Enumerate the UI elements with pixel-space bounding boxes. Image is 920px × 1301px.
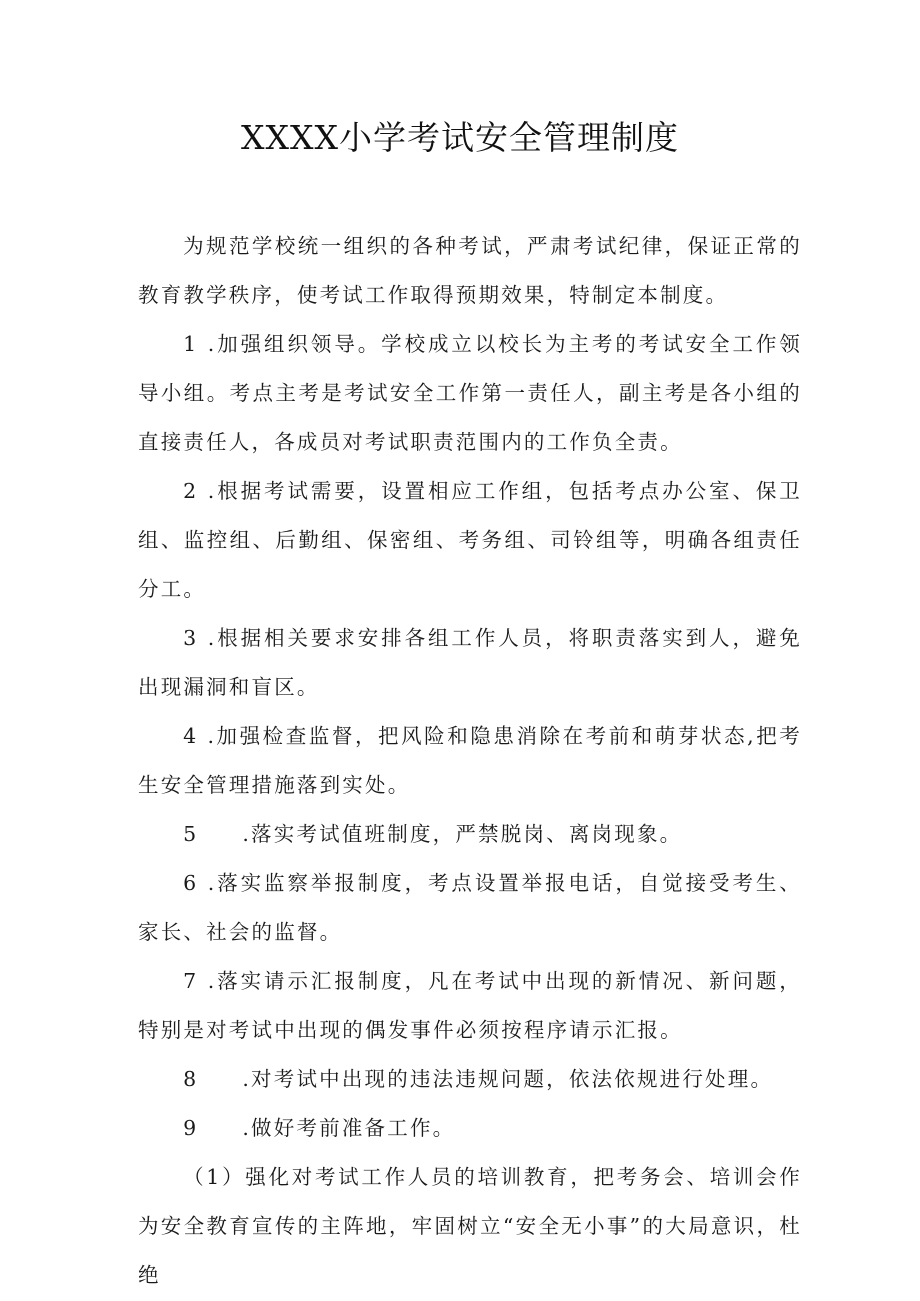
item-number: 8 (183, 1067, 199, 1091)
item-text: .根据考试需要，设置相应工作组，包括考点办公室、保卫组、监控组、后勤组、保密组、考务组、司铃组等，明确各组责任分工。 (138, 479, 802, 601)
item-5 (138, 810, 802, 859)
intro-paragraph: 为规范学校统一组织的各种考试，严肃考试纪律，保证正常的教育教学秩序，使考试工作取得预期效果，特制定本制度。 (138, 234, 802, 307)
item-6 (138, 859, 802, 957)
item-3 (138, 614, 802, 712)
item-8 (138, 1055, 802, 1104)
item-number: 1 (183, 332, 199, 356)
item-7 (138, 957, 802, 1055)
item-number: 6 (183, 871, 199, 895)
item-text: .做好考前准备工作。 (242, 1116, 456, 1140)
item-number: 5 (183, 822, 199, 846)
document-body (138, 222, 802, 1300)
item-1 (138, 320, 802, 467)
sub-item-1: （1）强化对考试工作人员的培训教育，把考务会、培训会作为安全教育宣传的主阵地，牢固树立“安全无小事”的大局意识，杜绝 (138, 1165, 802, 1287)
item-text: .加强检查监督，把风险和隐患消除在考前和萌芽状态,把考生安全管理措施落到实处。 (138, 724, 802, 797)
document-title: XXXX小学考试安全管理制度 (241, 118, 679, 157)
item-text: .根据相关要求安排各组工作人员，将职责落实到人，避免出现漏洞和盲区。 (138, 626, 802, 699)
item-9 (138, 1104, 802, 1153)
item-number: 7 (183, 969, 199, 993)
item-4 (138, 712, 802, 810)
item-text: .对考试中出现的违法违规问题，依法依规进行处理。 (242, 1067, 774, 1091)
item-2 (138, 467, 802, 614)
item-text: .落实请示汇报制度，凡在考试中出现的新情况、新问题，特别是对考试中出现的偶发事件必须按程序请示汇报。 (138, 969, 802, 1042)
item-number: 4 (183, 724, 199, 748)
item-number: 3 (183, 626, 199, 650)
item-number: 2 (183, 479, 199, 503)
item-text: .落实考试值班制度，严禁脱岗、离岗现象。 (242, 822, 683, 846)
item-text: .落实监察举报制度，考点设置举报电话，自觉接受考生、家长、社会的监督。 (138, 871, 802, 944)
item-text: .加强组织领导。学校成立以校长为主考的考试安全工作领导小组。考点主考是考试安全工作第一责任人，副主考是各小组的直接责任人，各成员对考试职责范围内的工作负全责。 (138, 332, 802, 454)
item-number: 9 (183, 1116, 199, 1140)
